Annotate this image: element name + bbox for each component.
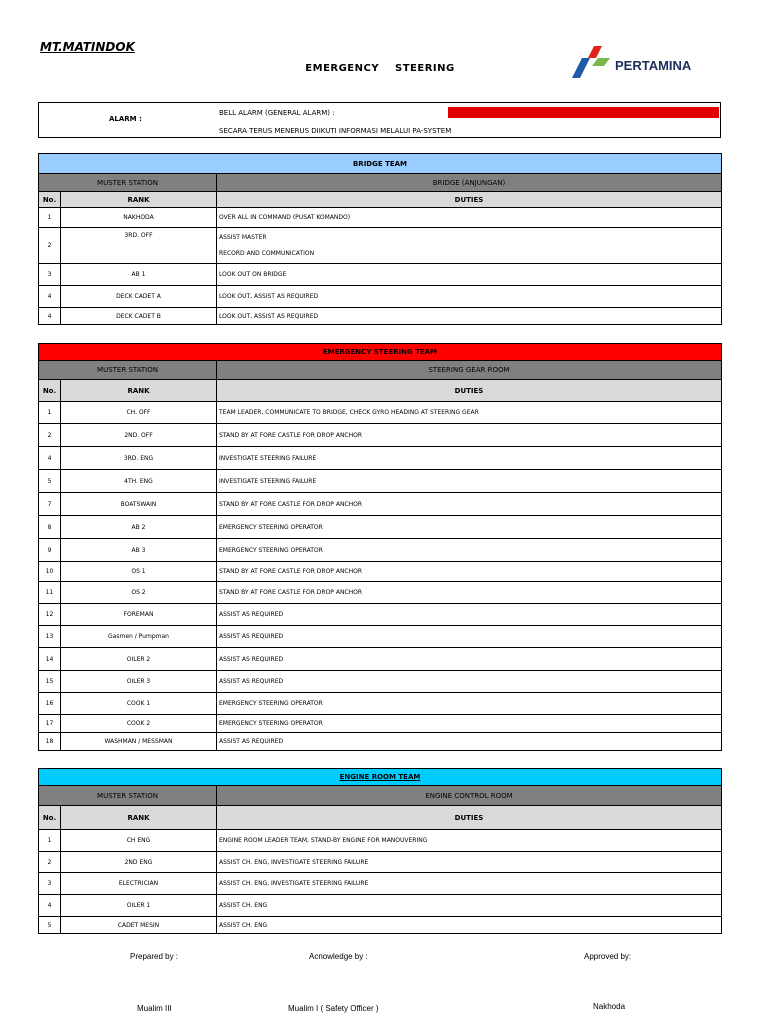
pertamina-logo bbox=[572, 44, 712, 80]
row-rank: OILER 3 bbox=[61, 671, 217, 693]
row-duty: ASSIST AS REQUIRED bbox=[217, 733, 722, 751]
station-name: BRIDGE (ANJUNGAN) bbox=[217, 174, 722, 192]
row-duty: STAND BY AT FORE CASTLE FOR DROP ANCHOR bbox=[217, 493, 722, 516]
row-no: 4 bbox=[39, 895, 61, 917]
row-duty: ASSIST CH. ENG, INVESTIGATE STEERING FAILURE bbox=[217, 873, 722, 895]
row-no: 18 bbox=[39, 733, 61, 751]
table-row bbox=[39, 917, 722, 934]
row-rank: OILER 1 bbox=[61, 895, 217, 917]
row-duty: STAND BY AT FORE CASTLE FOR DROP ANCHOR bbox=[217, 424, 722, 447]
col-no: No. bbox=[39, 192, 61, 208]
row-rank: Gasmen / Pumpman bbox=[61, 626, 217, 648]
document-title: EMERGENCY STEERING bbox=[305, 63, 455, 74]
table-row bbox=[39, 562, 722, 582]
row-duty: ASSIST AS REQUIRED bbox=[217, 604, 722, 626]
row-rank: COOK 1 bbox=[61, 693, 217, 715]
table-row bbox=[39, 264, 722, 286]
row-duty: LOOK OUT ON BRIDGE bbox=[217, 264, 722, 286]
row-duty: ASSIST CH. ENG bbox=[217, 895, 722, 917]
col-no: No. bbox=[39, 806, 61, 830]
row-duty: STAND BY AT FORE CASTLE FOR DROP ANCHOR bbox=[217, 562, 722, 582]
table-row bbox=[39, 228, 722, 264]
table-title: BRIDGE TEAM bbox=[39, 154, 722, 174]
row-duty: TEAM LEADER, COMMUNICATE TO BRIDGE, CHECK GYRO HEADING AT STEERING GEAR bbox=[217, 402, 722, 424]
row-no: 2 bbox=[39, 228, 61, 264]
row-rank: DECK CADET B bbox=[61, 308, 217, 325]
acknowledge-by-label: Acnowledge by : bbox=[309, 952, 368, 961]
table-row bbox=[39, 604, 722, 626]
row-duty: EMERGENCY STEERING OPERATOR bbox=[217, 516, 722, 539]
row-no: 4 bbox=[39, 308, 61, 325]
row-no: 2 bbox=[39, 852, 61, 873]
row-rank: 3RD. OFF bbox=[61, 228, 217, 264]
row-rank: 2ND ENG bbox=[61, 852, 217, 873]
row-no: 14 bbox=[39, 648, 61, 671]
station-name: STEERING GEAR ROOM bbox=[217, 361, 722, 380]
table-row bbox=[39, 648, 722, 671]
row-no: 10 bbox=[39, 562, 61, 582]
row-rank: 3RD. ENG bbox=[61, 447, 217, 470]
row-no: 3 bbox=[39, 873, 61, 895]
row-no: 2 bbox=[39, 424, 61, 447]
table-row bbox=[39, 715, 722, 733]
alarm-box bbox=[38, 102, 721, 138]
row-rank: CH ENG bbox=[61, 830, 217, 852]
muster-station-label: MUSTER STATION bbox=[39, 361, 217, 380]
alarm-label: ALARM : bbox=[109, 115, 142, 123]
row-duty-line: ASSIST MASTER bbox=[219, 233, 267, 241]
station-name: ENGINE CONTROL ROOM bbox=[217, 786, 722, 806]
row-no: 12 bbox=[39, 604, 61, 626]
row-no: 4 bbox=[39, 286, 61, 308]
row-no: 4 bbox=[39, 447, 61, 470]
table-row bbox=[39, 493, 722, 516]
table-row bbox=[39, 830, 722, 852]
table-row bbox=[39, 671, 722, 693]
pertamina-logo-icon bbox=[572, 44, 612, 80]
col-duties: DUTIES bbox=[217, 806, 722, 830]
row-rank: CH. OFF bbox=[61, 402, 217, 424]
emergency-steering-team-table bbox=[38, 343, 722, 751]
row-duty: ASSIST AS REQUIRED bbox=[217, 648, 722, 671]
table-row bbox=[39, 424, 722, 447]
row-rank: OS 2 bbox=[61, 582, 217, 604]
row-duty: EMERGENCY STEERING OPERATOR bbox=[217, 693, 722, 715]
row-no: 15 bbox=[39, 671, 61, 693]
col-rank: RANK bbox=[61, 192, 217, 208]
table-row bbox=[39, 626, 722, 648]
row-no: 7 bbox=[39, 493, 61, 516]
row-rank: BOATSWAIN bbox=[61, 493, 217, 516]
row-rank: OILER 2 bbox=[61, 648, 217, 671]
row-rank: AB 1 bbox=[61, 264, 217, 286]
table-row bbox=[39, 308, 722, 325]
row-no: 8 bbox=[39, 516, 61, 539]
alarm-line-2: SECARA TERUS MENERUS DIIKUTI INFORMASI MELALUI PA-SYSTEM bbox=[219, 127, 452, 135]
table-row bbox=[39, 852, 722, 873]
row-no: 13 bbox=[39, 626, 61, 648]
muster-station-label: MUSTER STATION bbox=[39, 174, 217, 192]
row-rank: WASHMAN / MESSMAN bbox=[61, 733, 217, 751]
row-rank: CADET MESIN bbox=[61, 917, 217, 934]
col-rank: RANK bbox=[61, 380, 217, 402]
alarm-line-1: BELL ALARM (GENERAL ALARM) : bbox=[219, 109, 335, 117]
row-no: 16 bbox=[39, 693, 61, 715]
row-rank: ELECTRICIAN bbox=[61, 873, 217, 895]
table-row bbox=[39, 447, 722, 470]
row-duty-line: RECORD AND COMMUNICATION bbox=[219, 249, 315, 257]
row-rank: 2ND. OFF bbox=[61, 424, 217, 447]
row-no: 5 bbox=[39, 470, 61, 493]
alarm-indicator-bar bbox=[448, 107, 719, 118]
col-duties: DUTIES bbox=[217, 192, 722, 208]
table-row bbox=[39, 693, 722, 715]
row-no: 11 bbox=[39, 582, 61, 604]
prepared-by-label: Prepared by : bbox=[130, 952, 179, 961]
row-no: 3 bbox=[39, 264, 61, 286]
approved-by-name: Nakhoda bbox=[593, 1002, 626, 1011]
row-no: 5 bbox=[39, 917, 61, 934]
row-rank: COOK 2 bbox=[61, 715, 217, 733]
table-row bbox=[39, 582, 722, 604]
table-row bbox=[39, 895, 722, 917]
table-row bbox=[39, 539, 722, 562]
row-duty: OVER ALL IN COMMAND (PUSAT KOMANDO) bbox=[217, 208, 722, 228]
row-duty: ASSIST CH. ENG, INVESTIGATE STEERING FAILURE bbox=[217, 852, 722, 873]
row-rank: AB 3 bbox=[61, 539, 217, 562]
row-duty: INVESTIGATE STEERING FAILURE bbox=[217, 470, 722, 493]
row-duty: INVESTIGATE STEERING FAILURE bbox=[217, 447, 722, 470]
col-rank: RANK bbox=[61, 806, 217, 830]
row-no: 17 bbox=[39, 715, 61, 733]
engine-room-team-table bbox=[38, 768, 722, 934]
row-duty: ENGINE ROOM LEADER TEAM, STAND-BY ENGINE FOR MANOUVERING bbox=[217, 830, 722, 852]
row-rank: AB 2 bbox=[61, 516, 217, 539]
acknowledge-by-name: Mualim I ( Safety Officer ) bbox=[288, 1004, 379, 1013]
logo-text: PERTAMINA bbox=[615, 58, 692, 73]
row-duty: LOOK OUT, ASSIST AS REQUIRED bbox=[217, 308, 722, 325]
row-duty: ASSIST AS REQUIRED bbox=[217, 626, 722, 648]
row-rank: DECK CADET A bbox=[61, 286, 217, 308]
table-title: EMERGENCY STEERING TEAM bbox=[39, 344, 722, 361]
approved-by-label: Approved by: bbox=[584, 952, 632, 961]
row-no: 1 bbox=[39, 402, 61, 424]
row-duty: LOOK OUT, ASSIST AS REQUIRED bbox=[217, 286, 722, 308]
table-row bbox=[39, 470, 722, 493]
row-rank: FOREMAN bbox=[61, 604, 217, 626]
table-row bbox=[39, 208, 722, 228]
muster-station-label: MUSTER STATION bbox=[39, 786, 217, 806]
row-duty bbox=[217, 228, 722, 264]
row-duty: ASSIST AS REQUIRED bbox=[217, 671, 722, 693]
row-rank: OS 1 bbox=[61, 562, 217, 582]
row-no: 9 bbox=[39, 539, 61, 562]
row-no: 1 bbox=[39, 208, 61, 228]
table-row bbox=[39, 402, 722, 424]
col-no: No. bbox=[39, 380, 61, 402]
row-duty: EMERGENCY STEERING OPERATOR bbox=[217, 539, 722, 562]
row-no: 1 bbox=[39, 830, 61, 852]
bridge-team-table bbox=[38, 153, 722, 325]
row-duty: STAND BY AT FORE CASTLE FOR DROP ANCHOR bbox=[217, 582, 722, 604]
prepared-by-name: Mualim III bbox=[137, 1004, 172, 1013]
row-rank: NAKHODA bbox=[61, 208, 217, 228]
ship-name: MT.MATINDOK bbox=[40, 40, 135, 54]
row-rank: 4TH. ENG bbox=[61, 470, 217, 493]
table-row bbox=[39, 516, 722, 539]
table-row bbox=[39, 873, 722, 895]
table-row bbox=[39, 733, 722, 751]
col-duties: DUTIES bbox=[217, 380, 722, 402]
table-title: ENGINE ROOM TEAM bbox=[39, 769, 722, 786]
row-duty: EMERGENCY STEERING OPERATOR bbox=[217, 715, 722, 733]
row-duty: ASSIST CH. ENG bbox=[217, 917, 722, 934]
table-row bbox=[39, 286, 722, 308]
